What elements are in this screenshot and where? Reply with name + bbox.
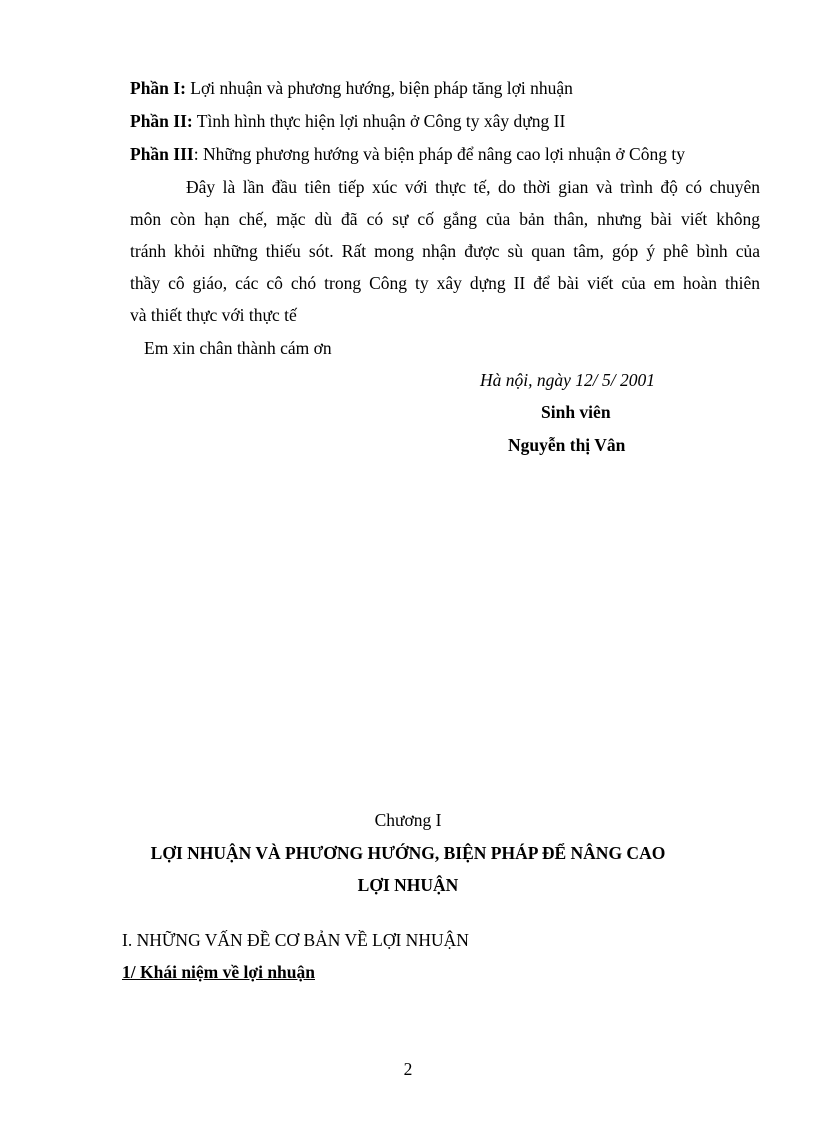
part-2-text: Tình hình thực hiện lợi nhuận ở Công ty xây dựng II: [192, 111, 566, 131]
part-1-line: [130, 80, 573, 98]
part-1-label: Phần I:: [130, 78, 186, 98]
signature-name: Nguyễn thị Vân: [508, 435, 626, 455]
paragraph-line-5: và thiết thực với thực tế: [130, 305, 297, 325]
part-2-line: [130, 113, 565, 131]
section-heading: I. NHỮNG VẤN ĐỀ CƠ BẢN VỀ LỢI NHUẬN: [122, 930, 469, 950]
chapter-label: Chương I: [374, 810, 442, 830]
paragraph-line-1: Đây là lần đầu tiên tiếp xúc với thực tế, do thời gian và trình độ có chuyên: [186, 177, 760, 197]
paragraph-line-3: tránh khỏi những thiếu sót. Rất mong nhận được sù quan tâm, góp ý phê bình của: [130, 241, 760, 261]
part-3-label: Phần III: [130, 144, 194, 164]
page-number: 2: [403, 1059, 413, 1079]
section-subheading: 1/ Khái niệm về lợi nhuận: [122, 962, 315, 982]
signature-date: Hà nội, ngày 12/ 5/ 2001: [480, 370, 655, 390]
paragraph-line-4: thầy cô giáo, các cô chó trong Công ty xây dựng II để bài viết của em hoàn thiên: [130, 273, 760, 293]
part-1-text: Lợi nhuận và phương hướng, biện pháp tăng lợi nhuận: [185, 78, 573, 98]
signature-role: Sinh viên: [541, 402, 611, 422]
chapter-title-line-1: LỢI NHUẬN VÀ PHƯƠNG HƯỚNG, BIỆN PHÁP ĐỂ NÂNG CAO: [150, 843, 666, 863]
part-3-line: [130, 146, 685, 164]
part-2-label: Phần II:: [130, 111, 193, 131]
chapter-title-line-2: LỢI NHUẬN: [357, 875, 459, 895]
part-3-text: : Những phương hướng và biện pháp để nâng cao lợi nhuận ở Công ty: [193, 144, 685, 164]
paragraph-line-2: môn còn hạn chế, mặc dù đã có sự cố gắng của bản thân, nhưng bài viết không: [130, 209, 760, 229]
thanks-text: Em xin chân thành cám ơn: [144, 338, 332, 358]
